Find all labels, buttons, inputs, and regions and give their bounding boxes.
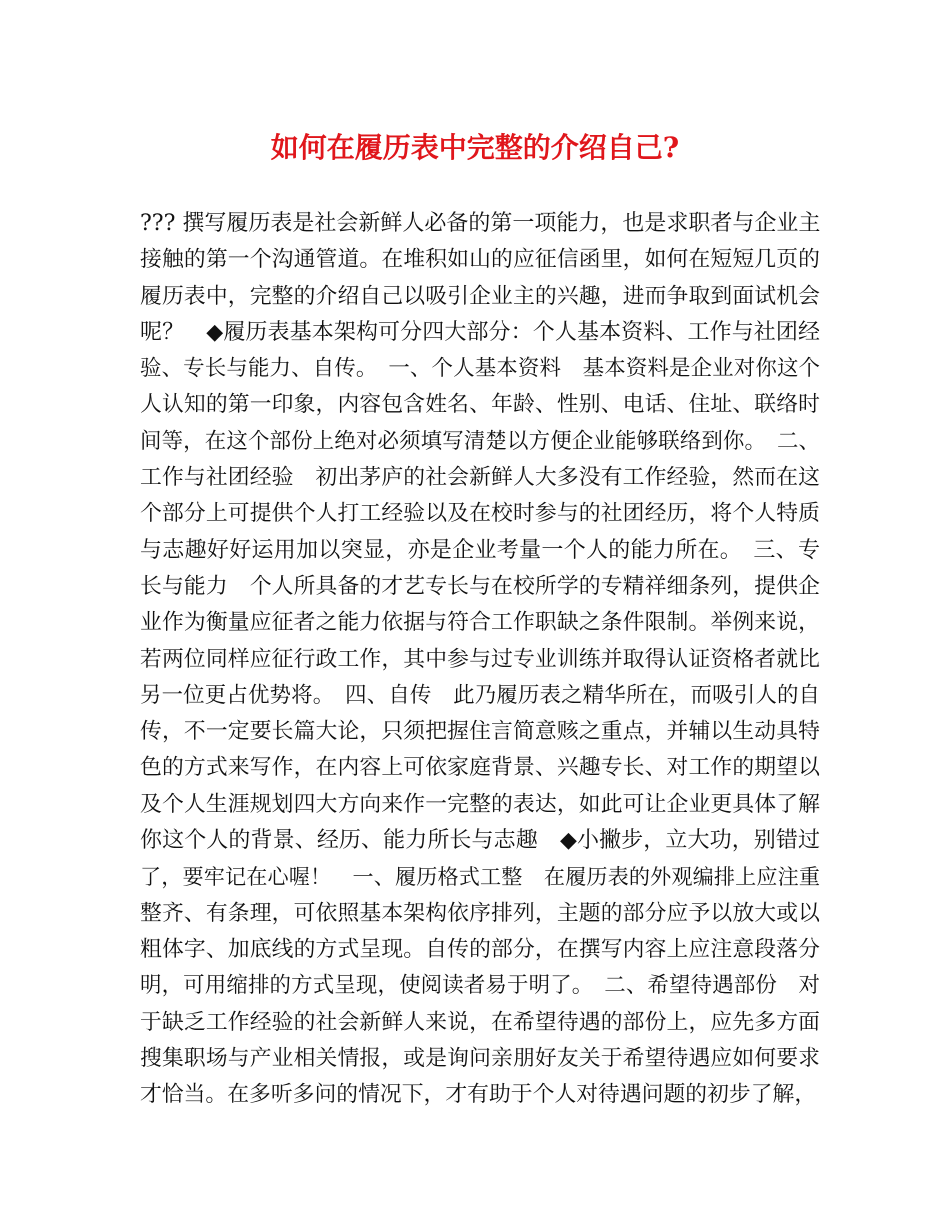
body-line: 你这个人的背景、经历、能力所长与志趣 ◆小撇步，立大功，别错过 [140,828,820,854]
body-line: 与志趣好好运用加以突显，亦是企业考量一个人的能力所在。 三、专 [140,537,820,563]
body-line: 接触的第一个沟通管道。在堆积如山的应征信函里，如何在短短几页的 [140,247,820,273]
body-line: 若两位同样应征行政工作，其中参与过专业训练并取得认证资格者就比 [140,646,820,672]
body-line: 验、专长与能力、自传。 一、个人基本资料 基本资料是企业对你这个 [140,356,820,382]
body-line: 长与能力 个人所具备的才艺专长与在校所学的专精祥细条列，提供企 [140,573,820,599]
body-line: 粗体字、加底线的方式呈现。自传的部分，在撰写内容上应注意段落分 [140,936,820,962]
body-line: 业作为衡量应征者之能力依据与符合工作职缺之条件限制。举例来说， [140,610,820,636]
body-line: 了，要牢记在心喔！ 一、履历格式工整 在履历表的外观编排上应注重 [140,864,820,890]
document-body [140,206,820,1113]
body-line: 履历表中，完整的介绍自己以吸引企业主的兴趣，进而争取到面试机会 [140,283,820,309]
body-line: 个部分上可提供个人打工经验以及在校时参与的社团经历，将个人特质 [140,501,820,527]
body-line: 及个人生涯规划四大方向来作一完整的表达，如此可让企业更具体了解 [140,791,820,817]
document-title: 如何在履历表中完整的介绍自己? [270,131,680,164]
body-line: 才恰当。在多听多问的情况下，才有助于个人对待遇问题的初步了解， [140,1082,817,1108]
body-line: 搜集职场与产业相关情报，或是询问亲朋好友关于希望待遇应如何要求 [140,1045,820,1071]
body-line: 于缺乏工作经验的社会新鲜人来说，在希望待遇的部份上，应先多方面 [140,1009,820,1035]
body-line: 明，可用缩排的方式呈现，使阅读者易于明了。 二、希望待遇部份 对 [140,973,820,999]
body-line: 色的方式来写作，在内容上可依家庭背景、兴趣专长、对工作的期望以 [140,755,820,781]
body-line: 间等，在这个部份上绝对必须填写清楚以方便企业能够联络到你。 二、 [140,428,820,454]
body-line: 人认知的第一印象，内容包含姓名、年龄、性别、电话、住址、联络时 [140,392,820,418]
body-line: 工作与社团经验 初出茅庐的社会新鲜人大多没有工作经验，然而在这 [140,465,820,491]
body-line: 另一位更占优势将。 四、自传 此乃履历表之精华所在，而吸引人的自 [140,682,820,708]
body-line: 整齐、有条理，可依照基本架构依序排列，主题的部分应予以放大或以 [140,900,820,926]
body-line: 传，不一定要长篇大论，只须把握住言简意赅之重点，并辅以生动具特 [140,719,820,745]
body-line: ??? 撰写履历表是社会新鲜人必备的第一项能力，也是求职者与企业主 [140,211,821,236]
body-line: 呢？ ◆履历表基本架构可分四大部分：个人基本资料、工作与社团经 [140,319,820,345]
